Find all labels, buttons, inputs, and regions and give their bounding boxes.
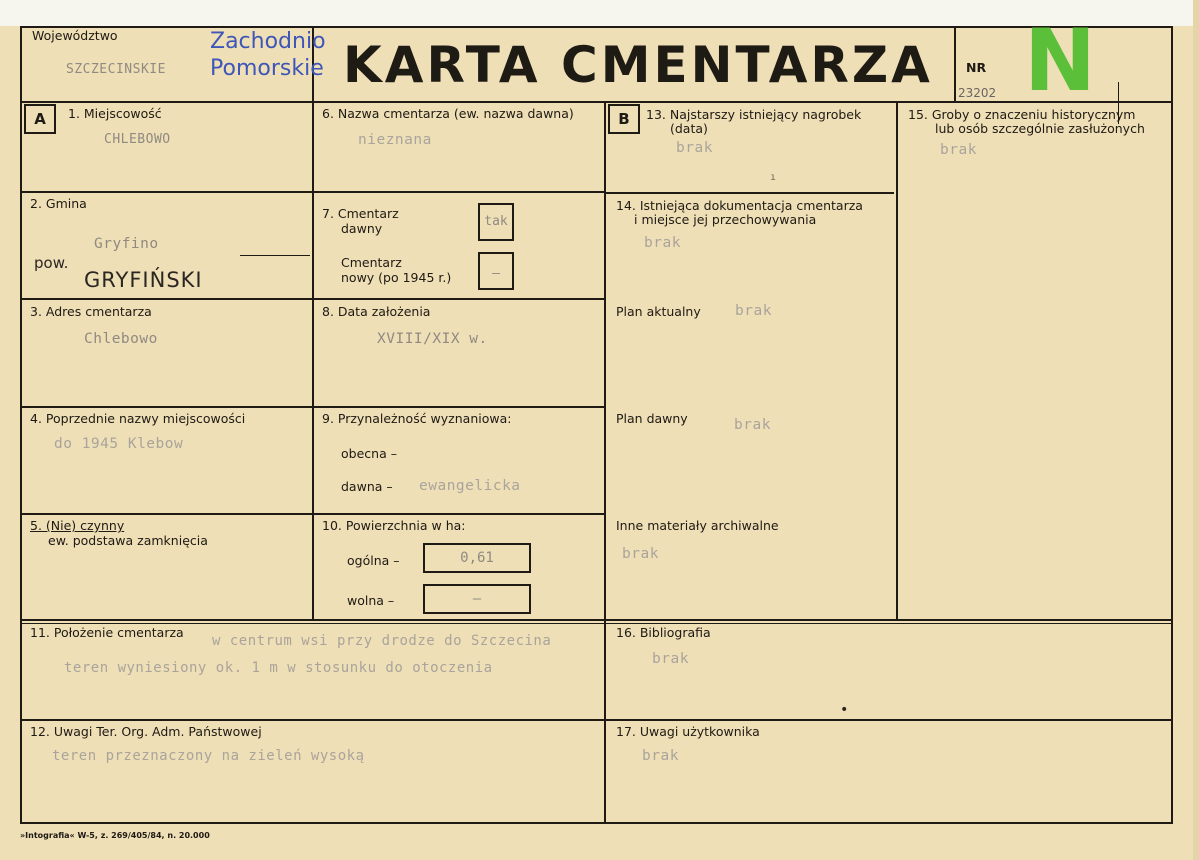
f9-obecna-label: obecna – (341, 446, 397, 461)
f4-label: 4. Poprzednie nazwy miejscowości (30, 411, 246, 426)
grid-line-row6 (20, 719, 1173, 721)
f16-dot: • (840, 702, 849, 718)
f10-ogolna-label: ogólna – (347, 553, 400, 568)
f1-label: 1. Miejscowość (68, 106, 162, 121)
wojewodztwo-value: SZCZECINSKIE (66, 62, 166, 77)
f15-value: brak (940, 142, 977, 158)
f10-ogolna-box: 0,61 (423, 543, 531, 573)
f4-value: do 1945 Klebow (54, 436, 184, 452)
printer-footer: »Intografia« W-5, z. 269/405/84, n. 20.000 (20, 831, 210, 840)
f8-label: 8. Data założenia (322, 304, 431, 319)
grid-line-left (20, 26, 22, 824)
f5-label-line2: ew. podstawa zamknięcia (48, 533, 208, 548)
plan-dawny-value: brak (734, 417, 771, 433)
f11-value-line1: w centrum wsi przy drodze do Szczecina (212, 633, 552, 649)
f16-label: 16. Bibliografia (616, 625, 711, 640)
f3-label: 3. Adres cmentarza (30, 304, 152, 319)
nr-green-mark: N (1024, 11, 1096, 111)
grid-line-row13 (606, 192, 894, 194)
section-a-box: A (24, 104, 56, 134)
card-title: KARTA CMENTARZA (343, 36, 933, 94)
f17-value: brak (642, 748, 679, 764)
f7-nowy-line2: nowy (po 1945 r.) (341, 270, 452, 285)
plan-aktualny-label: Plan aktualny (616, 304, 701, 319)
f13-label-line2: (data) (670, 121, 708, 136)
f17-label: 17. Uwagi użytkownika (616, 724, 760, 739)
f2-hand-value: GRYFIŃSKI (84, 268, 203, 292)
grid-line-nr (954, 26, 956, 103)
grid-line-row5 (20, 619, 1173, 621)
f11-value-line2: teren wyniesiony ok. 1 m w stosunku do otoczenia (64, 660, 493, 676)
nr-label: NR (966, 60, 987, 75)
f15-label-line1: 15. Groby o znaczeniu historycznym (908, 107, 1136, 122)
stamp-line1: Zachodnio (210, 29, 326, 54)
f11-label: 11. Położenie cmentarza (30, 625, 184, 640)
section-b-box: B (608, 104, 640, 134)
f2-value: Gryfino (94, 236, 159, 252)
inne-value: brak (622, 546, 659, 562)
f5-label-line1: 5. (Nie) czynny (30, 518, 125, 533)
f3-value: Chlebowo (84, 331, 158, 347)
card-top-strip (0, 0, 1199, 26)
f15-label-line2: lub osób szczególnie zasłużonych (935, 121, 1145, 136)
wojewodztwo-label: Województwo (32, 28, 118, 43)
f16-value: brak (652, 651, 689, 667)
f13-label-line1: 13. Najstarszy istniejący nagrobek (646, 107, 862, 122)
grid-line-col1 (312, 26, 314, 620)
f2-hand-prefix: pow. (34, 254, 69, 272)
nr-number: 23202 (958, 86, 997, 100)
f9-label: 9. Przynależność wyznaniowa: (322, 411, 512, 426)
stamp-line2: Pomorskie (210, 56, 324, 81)
f10-wolna-box: – (423, 584, 531, 614)
f13-value: brak (676, 140, 713, 156)
f6-label: 6. Nazwa cmentarza (ew. nazwa dawna) (322, 106, 574, 121)
plan-aktualny-value: brak (735, 303, 772, 319)
f7-dawny-line2: dawny (341, 221, 383, 236)
f7-dawny-box: tak (478, 203, 514, 241)
f13-pen-mark: ı (770, 172, 777, 183)
f9-dawna-value: ewangelicka (419, 478, 521, 494)
f12-value: teren przeznaczony na zieleń wysoką (52, 748, 365, 764)
f7-nowy-box: – (478, 252, 514, 290)
grid-line-header (20, 101, 1173, 103)
f9-dawna-label: dawna – (341, 479, 393, 494)
grid-line-row5b (20, 623, 1173, 624)
f7-dawny-line1: 7. Cmentarz (322, 206, 399, 221)
f12-label: 12. Uwagi Ter. Org. Adm. Państwowej (30, 724, 262, 739)
plan-dawny-label: Plan dawny (616, 411, 688, 426)
f1-value: CHLEBOWO (104, 132, 171, 147)
grid-line-right (1171, 26, 1173, 824)
f14-value: brak (644, 235, 681, 251)
f8-value: XVIII/XIX w. (377, 331, 488, 347)
inne-label: Inne materiały archiwalne (616, 518, 779, 533)
f10-wolna-label: wolna – (347, 593, 395, 608)
grid-line-top (20, 26, 1173, 28)
f14-label-line2: i miejsce jej przechowywania (634, 212, 817, 227)
grid-line-col2 (604, 101, 606, 822)
grid-line-col3 (896, 101, 898, 621)
f10-label: 10. Powierzchnia w ha: (322, 518, 466, 533)
f2-label: 2. Gmina (30, 196, 87, 211)
card-right-edge (1193, 0, 1199, 860)
f7-nowy-line1: Cmentarz (341, 255, 402, 270)
grid-line-bottom (20, 822, 1173, 824)
f6-value: nieznana (358, 132, 432, 148)
f14-label-line1: 14. Istniejąca dokumentacja cmentarza (616, 198, 863, 213)
gmina-inner-line (240, 255, 310, 256)
